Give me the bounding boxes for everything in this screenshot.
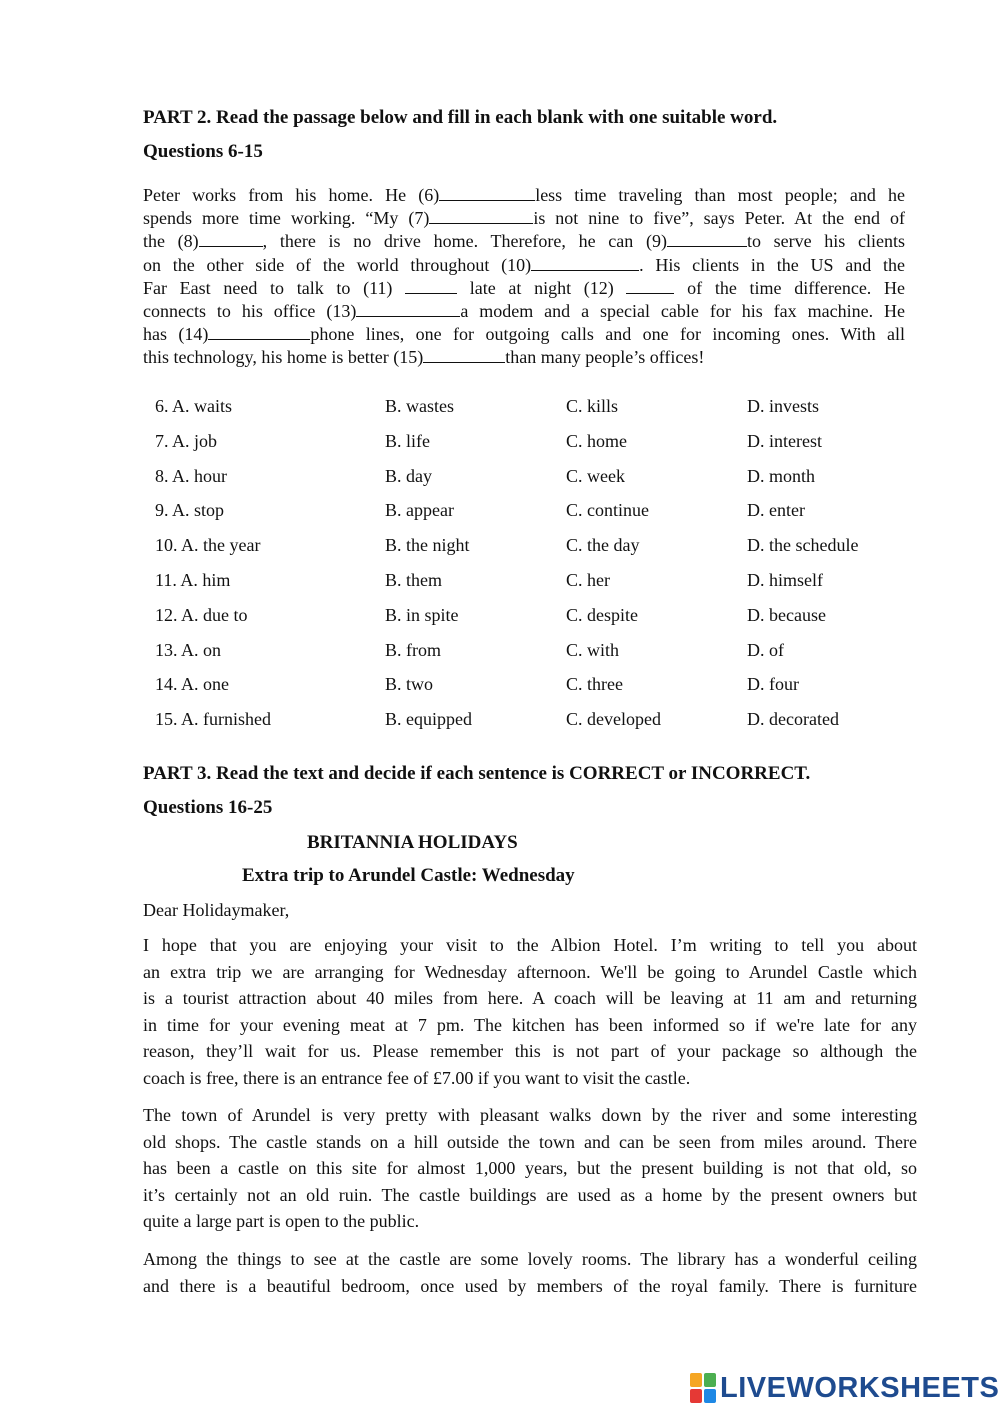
letter-paragraph-2 xyxy=(143,1102,917,1235)
answer-option[interactable]: B. wastes xyxy=(385,396,454,416)
answer-blank[interactable] xyxy=(199,232,263,247)
answer-option[interactable]: C. home xyxy=(566,430,627,451)
question-options-row xyxy=(155,496,915,531)
answer-blank[interactable] xyxy=(429,209,533,224)
answer-option[interactable]: 9. A. stop xyxy=(155,500,225,521)
logo-square xyxy=(704,1389,716,1403)
answer-blank[interactable] xyxy=(531,256,639,271)
answer-option[interactable]: C. despite xyxy=(566,604,638,625)
passage-text: has (14) xyxy=(143,324,209,345)
answer-option[interactable]: D. decorated xyxy=(747,709,839,730)
answer-option[interactable]: B. appear xyxy=(385,500,454,521)
passage-line xyxy=(143,184,905,207)
question-options-row xyxy=(155,601,915,636)
passage-text: spends more time working. “My (7) xyxy=(143,208,430,229)
paragraph-line: is a tourist attraction about 40 miles from here. A coach will be leaving at 11 am and returning xyxy=(143,988,917,1009)
answer-option[interactable]: D. of xyxy=(747,639,784,660)
part2-title: PART 2. Read the passage below and fill in each blank with one suitable word. xyxy=(143,107,778,128)
answer-blank[interactable] xyxy=(405,279,457,294)
answer-option[interactable]: C. continue xyxy=(566,500,649,521)
paragraph-line: it’s certainly not an old ruin. The castle buildings are used as a home by the present owners but xyxy=(143,1184,917,1205)
passage-line xyxy=(143,254,905,277)
question-options-row xyxy=(155,705,915,740)
answer-option[interactable]: D. the schedule xyxy=(747,535,859,556)
question-options-row xyxy=(155,566,915,601)
passage-text: Peter works from his home. He (6) xyxy=(143,185,440,205)
answer-option[interactable]: B. the night xyxy=(385,535,470,556)
answer-option[interactable]: D. invests xyxy=(747,396,819,416)
answer-option[interactable]: 13. A. on xyxy=(155,639,222,660)
answer-blank[interactable] xyxy=(667,232,747,247)
answer-option[interactable]: C. the day xyxy=(566,535,640,556)
paragraph-line: reason, they’ll wait for us. Please remember this is not part of your package so although the xyxy=(143,1041,917,1062)
paragraph-line: quite a large part is open to the public. xyxy=(143,1211,420,1232)
passage-line xyxy=(143,300,905,323)
passage-line xyxy=(143,230,905,253)
answer-option[interactable]: C. three xyxy=(566,674,623,695)
answer-option[interactable]: B. in spite xyxy=(385,604,459,625)
liveworksheets-logo xyxy=(690,1371,999,1405)
paragraph-line: The town of Arundel is very pretty with pleasant walks down by the river and some interesting xyxy=(143,1105,917,1125)
answer-option[interactable]: 10. A. the year xyxy=(155,535,261,556)
answer-option[interactable]: C. her xyxy=(566,569,610,590)
part2-passage xyxy=(143,184,905,370)
passage-line xyxy=(143,346,905,369)
question-options-row xyxy=(155,531,915,566)
paragraph-line: I hope that you are enjoying your visit to the Albion Hotel. I’m writing to tell you about xyxy=(143,935,917,955)
passage-text: . His clients in the US and the xyxy=(639,254,905,275)
passage-text: on the other side of the world throughout (10) xyxy=(143,254,532,275)
passage-line xyxy=(143,277,905,300)
answer-option[interactable]: D. himself xyxy=(747,569,823,590)
answer-option[interactable]: B. equipped xyxy=(385,709,472,730)
answer-blank[interactable] xyxy=(208,325,310,340)
paragraph-line: an extra trip we are arranging for Wednesday afternoon. We'll be going to Arundel Castle which xyxy=(143,961,917,982)
logo-square xyxy=(690,1373,702,1387)
question-options-row xyxy=(155,427,915,462)
answer-option[interactable]: D. enter xyxy=(747,500,805,521)
logo-square xyxy=(704,1373,716,1387)
answer-option[interactable]: D. four xyxy=(747,674,799,695)
paragraph-line: Among the things to see at the castle are some lovely rooms. The library has a wonderful ceiling xyxy=(143,1249,917,1269)
answer-option[interactable]: D. interest xyxy=(747,430,822,451)
answer-option[interactable]: 12. A. due to xyxy=(155,604,248,625)
paragraph-line: coach is free, there is an entrance fee of £7.00 if you want to visit the castle. xyxy=(143,1067,691,1088)
paragraph-line: and there is a beautiful bedroom, once used by members of the royal family. There is furniture xyxy=(143,1275,917,1296)
answer-option[interactable]: 7. A. job xyxy=(155,430,218,451)
letter-paragraph-1 xyxy=(143,932,917,1092)
passage-text: , there is no drive home. Therefore, he can (9) xyxy=(262,231,667,252)
letter-salutation: Dear Holidaymaker, xyxy=(143,900,290,920)
answer-blank[interactable] xyxy=(626,279,674,294)
brand-name: LIVEWORKSHEETS xyxy=(720,1371,999,1404)
passage-text: of the time difference. He xyxy=(674,277,905,298)
paragraph-line: in time for your evening meat at 7 pm. The kitchen has been informed so if we're late for any xyxy=(143,1014,917,1035)
answer-blank[interactable] xyxy=(439,186,535,201)
question-options-row xyxy=(155,462,915,497)
answer-option[interactable]: 15. A. furnished xyxy=(155,709,271,730)
paragraph-line: old shops. The castle stands on a hill outside the town and can be seen from miles around. There xyxy=(143,1131,917,1152)
answer-option[interactable]: B. life xyxy=(385,430,430,451)
passage-text: is not nine to five”, says Peter. At the end of xyxy=(533,208,905,229)
question-options-row xyxy=(155,392,915,427)
part3-questions-label: Questions 16-25 xyxy=(143,797,273,818)
answer-option[interactable]: 8. A. hour xyxy=(155,465,227,486)
answer-option[interactable]: 14. A. one xyxy=(155,674,229,695)
answer-blank[interactable] xyxy=(423,348,505,363)
passage-text: phone lines, one for outgoing calls and one for incoming ones. With all xyxy=(310,324,906,345)
passage-text: connects to his office (13) xyxy=(143,301,357,322)
logo-square xyxy=(690,1389,702,1403)
answer-option[interactable]: C. week xyxy=(566,465,625,486)
letter-subtitle: Extra trip to Arundel Castle: Wednesday xyxy=(242,865,575,886)
answer-option[interactable]: C. kills xyxy=(566,396,619,416)
part2-questions-label: Questions 6-15 xyxy=(143,141,263,162)
passage-text: Far East need to talk to (11) xyxy=(143,277,406,298)
answer-option[interactable]: C. developed xyxy=(566,709,661,730)
letter-paragraph-3 xyxy=(143,1246,917,1299)
answer-option[interactable]: B. two xyxy=(385,674,434,695)
answer-option[interactable]: 6. A. waits xyxy=(155,396,233,416)
answer-option[interactable]: D. month xyxy=(747,465,816,486)
answer-option[interactable]: B. from xyxy=(385,639,441,660)
answer-blank[interactable] xyxy=(356,302,460,317)
question-options-row xyxy=(155,670,915,705)
passage-text: less time traveling than most people; and he xyxy=(535,185,905,205)
passage-text: to serve his clients xyxy=(746,231,905,252)
passage-text: this technology, his home is better (15) xyxy=(143,347,424,368)
passage-text: late at night (12) xyxy=(457,277,627,298)
passage-text: than many people’s offices! xyxy=(505,347,705,368)
part2-options-table xyxy=(155,392,915,740)
question-options-row xyxy=(155,636,915,671)
passage-text: the (8) xyxy=(143,231,199,252)
answer-option[interactable]: 11. A. him xyxy=(155,569,231,590)
passage-line xyxy=(143,207,905,230)
part3-title: PART 3. Read the text and decide if each sentence is CORRECT or INCORRECT. xyxy=(143,763,811,784)
passage-line xyxy=(143,323,905,346)
passage-text: a modem and a special cable for his fax machine. He xyxy=(460,301,905,322)
answer-option[interactable]: B. them xyxy=(385,569,442,590)
paragraph-line: has been a castle on this site for almost 1,000 years, but the present building is not that old, so xyxy=(143,1158,917,1179)
answer-option[interactable]: C. with xyxy=(566,639,620,660)
answer-option[interactable]: D. because xyxy=(747,604,826,625)
letter-title: BRITANNIA HOLIDAYS xyxy=(307,832,518,853)
liveworksheets-logo-icon xyxy=(690,1373,716,1403)
answer-option[interactable]: B. day xyxy=(385,465,432,486)
